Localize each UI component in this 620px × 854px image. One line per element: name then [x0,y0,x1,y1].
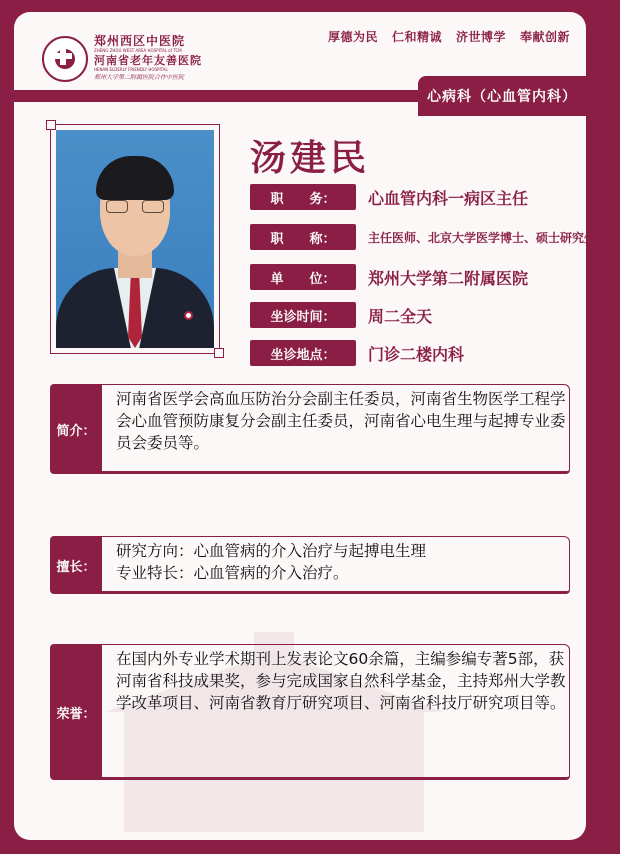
info-value: 周二全天 [368,306,433,326]
slogan: 济世博学 [455,30,506,44]
info-label: 坐诊地点： [250,340,356,366]
doctor-name: 汤建民 [250,138,371,179]
slogans [328,28,570,45]
doctor-photo-frame [50,124,220,354]
expertise-line-research: 研究方向：心血管病的介入治疗与起搏电生理 [116,542,427,560]
info-row-schedule [250,302,432,328]
logo-partner: 郑州大学第二附属医院合作中医院 [94,74,185,81]
expertise-label: 擅长： [50,536,102,594]
info-value: 门诊二楼内科 [368,344,465,364]
glasses-lens-left [106,200,128,213]
info-label: 职 务： [250,184,356,210]
logo-hospital-name: 郑州西区中医院 [94,34,186,48]
logo-text [94,34,234,82]
info-label: 职 称： [250,224,356,250]
intro-section [50,384,570,474]
info-row-location [250,340,464,366]
slogan: 奉献创新 [519,30,570,44]
lapel-pin-icon [184,311,193,320]
honors-label: 荣誉： [50,644,102,780]
honors-section [50,644,570,780]
intro-label: 简介： [50,384,102,474]
expertise-line-specialty: 专业特长：心血管病的介入治疗。 [116,564,349,582]
slogan: 仁和精诚 [391,30,442,44]
glasses-icon [106,200,164,214]
info-label: 坐诊时间： [250,302,356,328]
doctor-profile-card [14,12,620,840]
info-row-title [250,224,620,250]
intro-text: 河南省医学会高血压防治分会副主任委员，河南省生物医学工程学会心血管预防康复分会副主任委员，河南省心电生理与起搏专业委员会委员等。 [116,390,566,452]
expertise-text [116,540,566,584]
info-row-unit [250,264,528,290]
emblem-cross-bar [54,53,72,59]
expertise-section [50,536,570,594]
honors-text: 在国内外专业学术期刊上发表论文60余篇，主编参编专著5部，获河南省科技成果奖，参与完成国家自然科学基金，主持郑州大学教学改革项目、河南省教育厅研究项目、河南省科技厅研究项目等。 [116,650,566,712]
doctor-photo [56,130,214,348]
hospital-logo [42,34,202,94]
logo-friendly-hospital: 河南省老年友善医院 [94,54,202,67]
department-tab: 心病科（心血管内科） [418,76,586,116]
logo-friendly-hospital-en: HENAN ELDERLY FRIENDLY HOSPITAL [94,67,168,72]
photo-hair [96,156,174,200]
info-row-position [250,184,528,210]
glasses-lens-right [142,200,164,213]
logo-hospital-name-en: ZHENG ZHOU WEST AREA HOSPITAL of TCM [94,48,182,53]
info-value: 主任医师、北京大学医学博士、硕士研究生导师 [368,230,620,245]
info-label: 单 位： [250,264,356,290]
slogan: 厚德为民 [327,30,378,44]
info-value: 郑州大学第二附属医院 [368,268,529,288]
info-value: 心血管内科一病区主任 [368,188,529,208]
